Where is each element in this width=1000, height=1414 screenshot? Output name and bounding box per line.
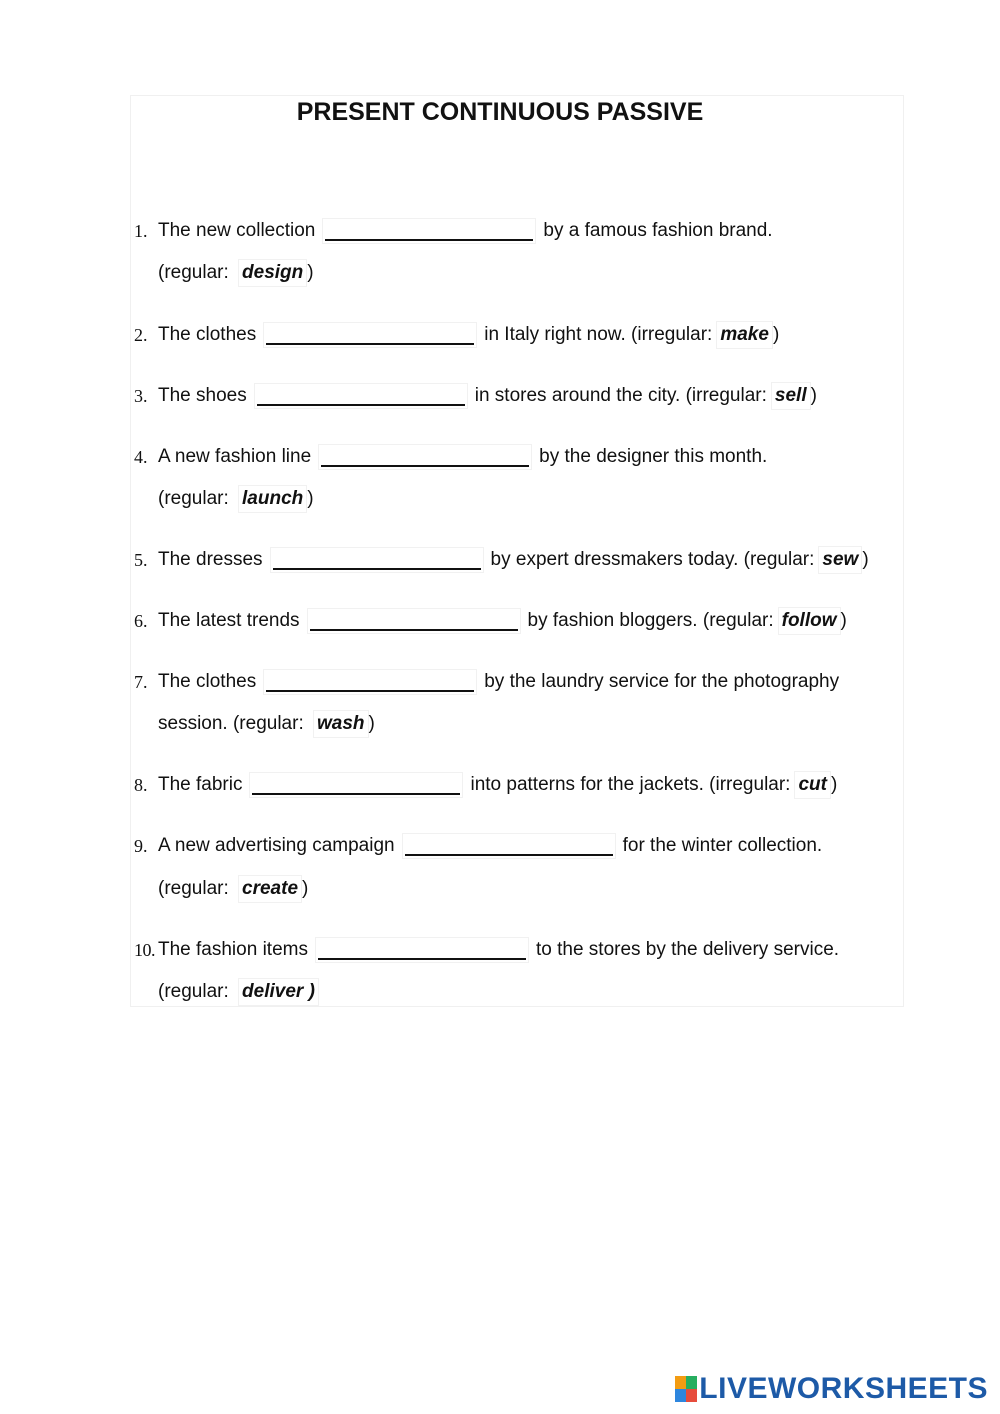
hint-label: (regular:	[158, 981, 229, 1002]
question-7-hint	[158, 709, 375, 739]
answer-blank-7[interactable]	[263, 669, 477, 695]
verb-hint: sell	[771, 382, 811, 410]
question-text-after: by the designer this month.	[539, 446, 768, 467]
question-1	[134, 216, 773, 246]
question-10-hint	[158, 977, 319, 1007]
question-text-before: The dresses	[158, 549, 263, 570]
hint-close: )	[368, 713, 375, 734]
hint-label: (regular:	[158, 878, 229, 899]
question-text-before: A new advertising campaign	[158, 835, 395, 856]
question-text-before: The new collection	[158, 220, 316, 241]
verb-hint: create	[238, 875, 302, 903]
verb-hint: cut	[794, 771, 831, 799]
answer-blank-1[interactable]	[322, 218, 536, 244]
verb-hint: design	[238, 259, 307, 287]
verb-hint: launch	[238, 485, 307, 513]
question-9-hint	[158, 874, 308, 904]
question-9	[134, 831, 822, 861]
question-5	[134, 545, 869, 575]
answer-blank-6[interactable]	[307, 608, 521, 634]
answer-blank-5[interactable]	[270, 547, 484, 573]
question-text-before: The clothes	[158, 671, 257, 692]
question-text-after: by expert dressmakers today. (regular:	[490, 549, 815, 570]
logo-mark-icon	[675, 1376, 697, 1402]
question-text-before: The fashion items	[158, 939, 308, 960]
hint-close: )	[810, 385, 817, 406]
question-number: 4.	[134, 447, 148, 467]
hint-close: )	[302, 878, 309, 899]
liveworksheets-logo	[675, 1372, 988, 1406]
question-number: 3.	[134, 386, 148, 406]
question-number: 1.	[134, 221, 148, 241]
question-4	[134, 442, 767, 472]
question-text-after: for the winter collection.	[622, 835, 823, 856]
hint-label: (regular:	[158, 262, 229, 283]
answer-blank-9[interactable]	[402, 833, 616, 859]
page-title: PRESENT CONTINUOUS PASSIVE	[296, 98, 704, 126]
question-text-after: by the laundry service for the photography	[484, 671, 840, 692]
question-6	[134, 606, 847, 636]
question-10	[134, 935, 839, 965]
question-text-before: A new fashion line	[158, 446, 312, 467]
answer-blank-4[interactable]	[318, 444, 532, 470]
question-number: 7.	[134, 672, 148, 692]
verb-hint: follow	[778, 607, 841, 635]
answer-blank-2[interactable]	[263, 322, 477, 348]
hint-close: )	[772, 324, 780, 345]
question-number: 5.	[134, 550, 148, 570]
hint-label: session. (regular:	[158, 713, 304, 734]
hint-label: (regular:	[158, 488, 229, 509]
question-3	[134, 381, 817, 411]
hint-close: )	[307, 488, 314, 509]
question-text-before: The latest trends	[158, 610, 300, 631]
question-text-after: to the stores by the delivery service.	[535, 939, 840, 960]
verb-hint: sew	[818, 546, 862, 574]
verb-hint: make	[716, 321, 773, 349]
question-number: 8.	[134, 775, 148, 795]
hint-close: )	[307, 262, 314, 283]
question-text-after: in stores around the city. (irregular:	[474, 385, 767, 406]
answer-blank-8[interactable]	[249, 772, 463, 798]
question-text-before: The clothes	[158, 324, 257, 345]
question-text-after: in Italy right now. (irregular:	[484, 324, 713, 345]
hint-close: )	[862, 549, 869, 570]
question-number: 6.	[134, 611, 148, 631]
hint-close: )	[830, 774, 838, 795]
question-number: 9.	[134, 836, 148, 856]
verb-hint: wash	[313, 710, 369, 738]
question-text-before: The fabric	[158, 774, 243, 795]
logo-text: LIVEWORKSHEETS	[699, 1372, 988, 1405]
question-number: 10.	[134, 940, 155, 960]
question-text-after: by a famous fashion brand.	[543, 220, 773, 241]
question-text-after: by fashion bloggers. (regular:	[527, 610, 774, 631]
question-text-after: into patterns for the jackets. (irregular:	[470, 774, 791, 795]
question-1-hint	[158, 258, 314, 288]
question-number: 2.	[134, 325, 148, 345]
answer-blank-3[interactable]	[254, 383, 468, 409]
hint-close: )	[840, 610, 847, 631]
answer-blank-10[interactable]	[315, 937, 529, 963]
verb-hint: deliver )	[238, 978, 319, 1006]
question-8	[134, 770, 837, 800]
question-2	[134, 320, 779, 350]
question-text-before: The shoes	[158, 385, 247, 406]
question-4-hint	[158, 484, 314, 514]
question-7	[134, 667, 839, 697]
